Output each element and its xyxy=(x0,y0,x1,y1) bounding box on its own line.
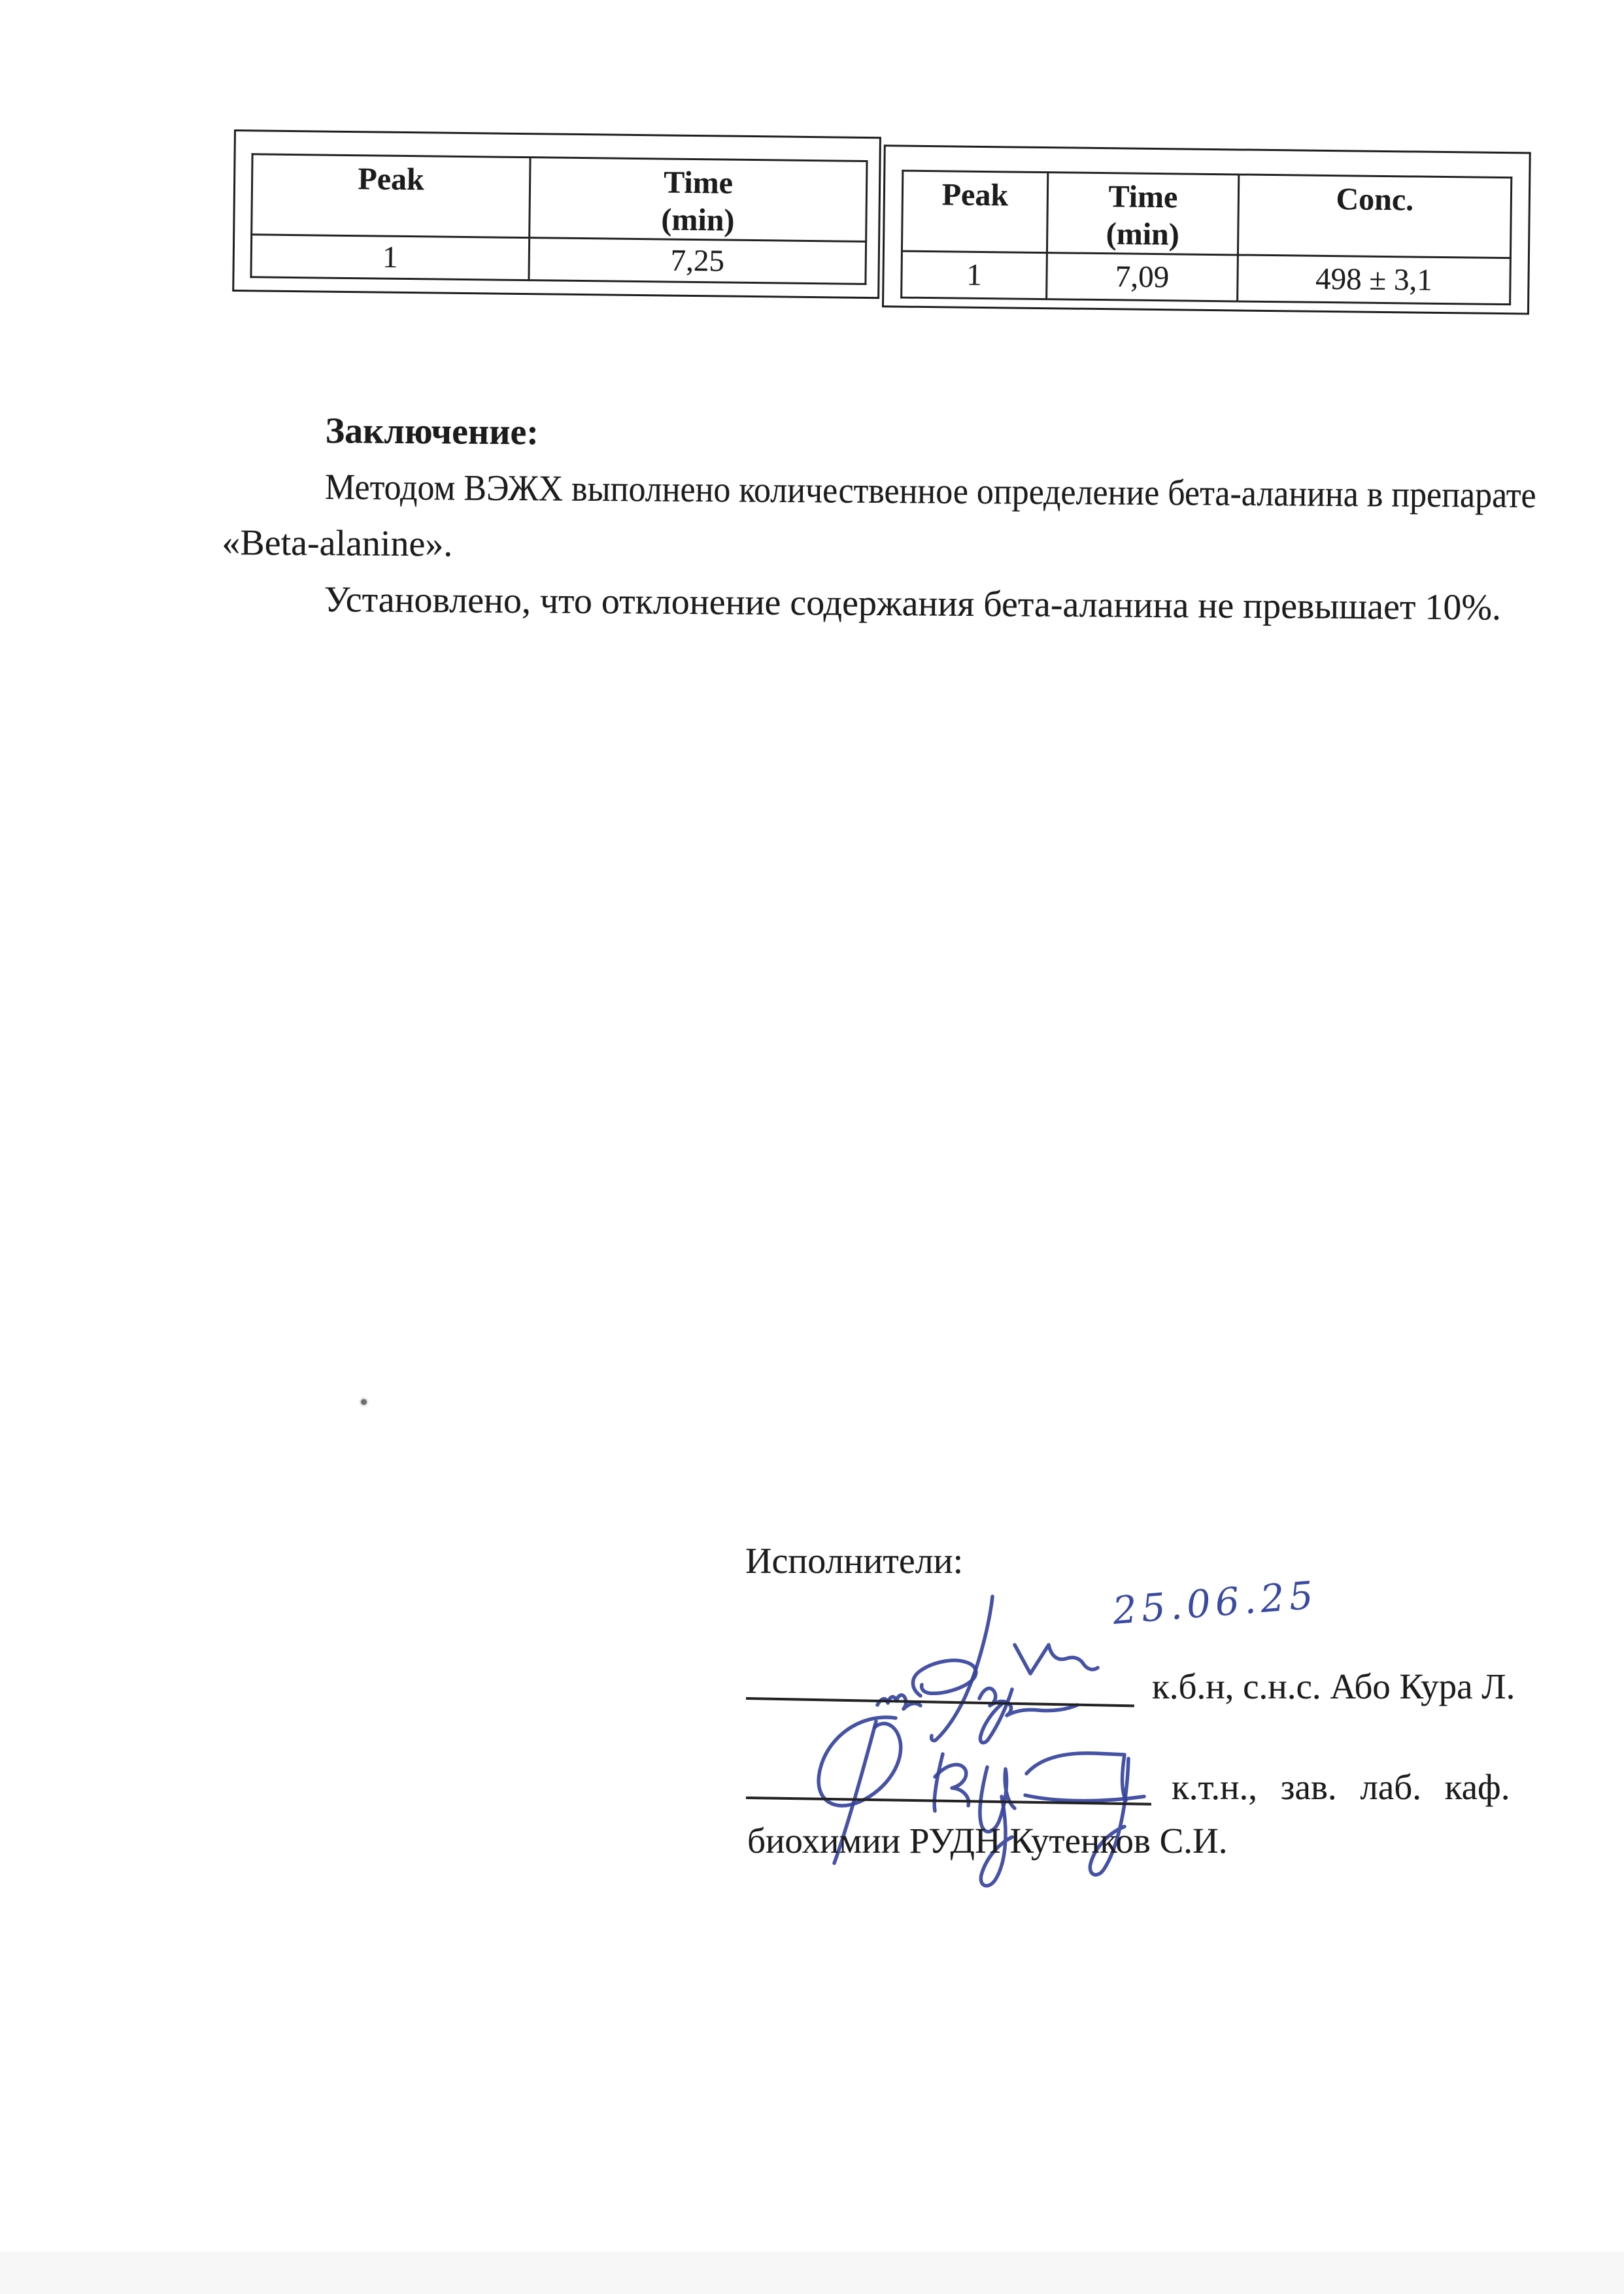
results-tables xyxy=(232,129,1529,327)
cell-conc-value: 498 ± 3,1 xyxy=(1238,255,1511,305)
table-frame-right xyxy=(882,144,1531,314)
handwritten-date: 25.06.25 xyxy=(1111,1572,1319,1633)
header-time-unit: (min) xyxy=(1106,216,1180,252)
header-conc-label: Conc. xyxy=(1336,182,1414,218)
scanner-edge-shadow xyxy=(0,2252,1624,2294)
conclusion-paragraph-line1 xyxy=(222,467,1536,515)
header-time-label: Time xyxy=(663,165,734,201)
table-row xyxy=(251,235,866,284)
signer2-credentials-line1: к.т.н., зав. лаб. каф. xyxy=(1172,1767,1510,1807)
signer2-credentials-line2: биохимии РУДН Кутенков С.И. xyxy=(747,1821,1228,1861)
stray-ink-dot xyxy=(361,1399,367,1405)
cell-time-value: 7,25 xyxy=(529,238,866,284)
signature-kutenkov xyxy=(771,1698,1196,1895)
signer1-credentials: к.б.н, с.н.с. Або Кура Л. xyxy=(1152,1666,1515,1706)
conclusion-paragraph-line2: «Beta-alanine». xyxy=(222,522,453,565)
header-time-unit: (min) xyxy=(661,202,735,238)
header-peak-label: Peak xyxy=(358,161,425,197)
executors-label: Исполнители: xyxy=(745,1541,964,1581)
header-time-label: Time xyxy=(1108,179,1178,215)
cell-peak-number: 1 xyxy=(902,251,1047,299)
header-cell-time xyxy=(530,158,867,242)
header-cell-time xyxy=(1047,173,1238,255)
header-cell-peak xyxy=(252,154,530,238)
table-row xyxy=(902,251,1511,305)
table-frame-left xyxy=(232,129,881,299)
conclusion-heading: Заключение: xyxy=(325,411,539,453)
peak-time-table xyxy=(250,153,868,285)
header-cell-conc xyxy=(1238,175,1511,258)
cell-peak-number: 1 xyxy=(251,235,530,280)
conclusion-section xyxy=(221,392,1537,663)
conclusion-line1-text: Методом ВЭЖХ выполнено количественное определение бета-аланина в препарате xyxy=(324,467,1536,516)
conclusion-paragraph-line3: Установлено, что отклонение содержания бета-аланина не превышает 10%. xyxy=(324,579,1502,628)
header-peak-label: Peak xyxy=(941,177,1009,213)
peak-time-conc-table xyxy=(900,170,1512,306)
header-cell-peak xyxy=(902,171,1047,253)
cell-time-value: 7,09 xyxy=(1047,253,1238,301)
